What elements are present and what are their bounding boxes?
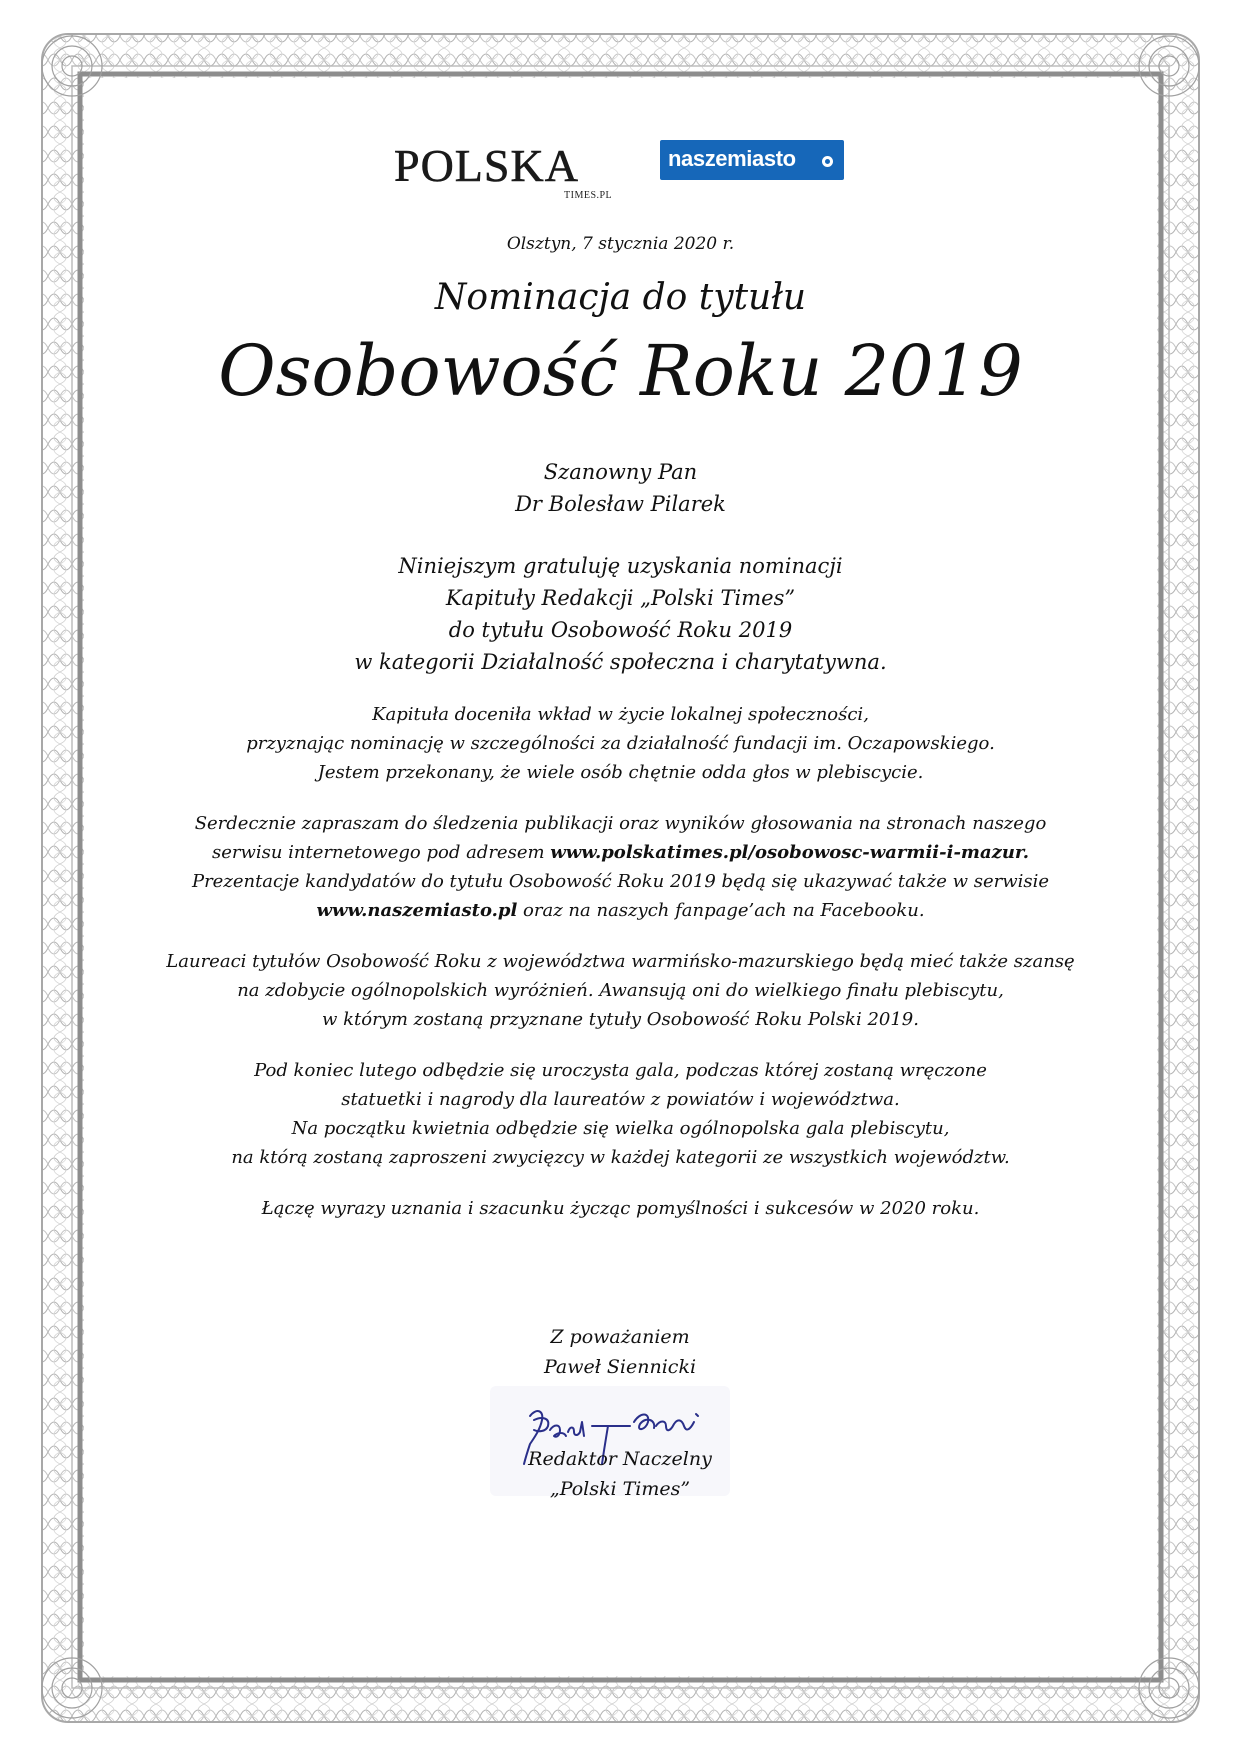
naszemiasto-logo-wordmark: naszemiasto [668,146,796,171]
paragraph-line: w kategorii Działalność społeczna i charytatywna. [354,650,887,674]
signer-role: Redaktor Naczelny [528,1448,712,1470]
letter-body [150,232,1091,1223]
paragraph-line: w którym zostaną przyznane tytuły Osobowość Roku Polski 2019. [322,1009,919,1030]
paragraph-line: Serdecznie zapraszam do śledzenia publikacji oraz wyników głosowania na stronach naszego [194,813,1047,834]
paragraph-gala [150,1056,1091,1172]
paragraph-laureates [150,947,1091,1034]
paragraph-line: na zdobycie ogólnopolskich wyróżnień. Awansują oni do wielkiego finału plebiscytu, [237,980,1004,1001]
paragraph-line [150,896,1091,925]
polskatimes-link[interactable]: www.polskatimes.pl/osobowosc-warmii-i-mazur. [550,842,1030,863]
naszemiasto-logo-dot-icon [822,156,833,167]
paragraph-line: Na początku kwietnia odbędzie się wielka ogólnopolska gala plebiscytu, [291,1118,950,1139]
paragraph-chapter [150,700,1091,787]
signer-name: Paweł Siennicki [543,1356,697,1378]
letter-date: Olsztyn, 7 stycznia 2020 r. [506,234,735,254]
paragraph-line: Jestem przekonany, że wiele osób chętnie odda głos w plebiscycie. [317,762,924,783]
paragraph-line: Laureaci tytułów Osobowość Roku z województwa warmińsko-mazurskiego będą mieć także szansę [166,951,1075,972]
paragraph-line: Prezentacje kandydatów do tytułu Osobowość Roku 2019 będą się ukazywać także w serwisie [191,871,1050,892]
paragraph-line: Pod koniec lutego odbędzie się uroczysta gala, podczas której zostaną wręczone [254,1060,987,1081]
paragraph-text: serwisu internetowego pod adresem [211,842,551,863]
signature-block [470,1322,770,1562]
letter-title: Osobowość Roku 2019 [218,330,1023,412]
letter-subtitle: Nominacja do tytułu [434,277,807,318]
paragraph-line: Kapituły Redakcji „Polski Times” [445,586,796,610]
paragraph-line: Kapituła doceniła wkład w życie lokalnej społeczności, [372,704,869,725]
paragraph-line: Niniejszym gratuluję uzyskania nominacji [398,554,843,578]
paragraph-line [150,838,1091,867]
paragraph-line: na którą zostaną zaproszeni zwycięzcy w każdej kategorii ze wszystkich województw. [231,1147,1010,1168]
salutation-line: Szanowny Pan [543,460,698,484]
paragraph-text: oraz na naszych fanpage’ach na Facebooku. [517,900,925,921]
paragraph-line: przyznając nominację w szczególności za działalność fundacji im. Oczapowskiego. [246,733,995,754]
naszemiasto-link[interactable]: www.naszemiasto.pl [316,900,518,921]
closing-phrase: Z poważaniem [550,1326,690,1348]
salutation [150,456,1091,520]
logo-row [0,138,1241,208]
paragraph-invitation [150,809,1091,925]
recipient-name: Dr Bolesław Pilarek [515,492,726,516]
polska-logo-wordmark: POLSKA [394,140,579,191]
paragraph-closing-wishes: Łączę wyrazy uznania i szacunku życząc pomyślności i sukcesów w 2020 roku. [261,1198,980,1219]
polska-logo-subtext: TIMES.PL [564,190,613,201]
signer-publication: „Polski Times” [549,1478,691,1500]
signer-title-block [470,1444,770,1504]
polska-times-logo [394,142,626,202]
paragraph-nomination [150,550,1091,678]
paragraph-line: statuetki i nagrody dla laureatów z powiatów i województwa. [341,1089,900,1110]
naszemiasto-logo [660,140,844,180]
paragraph-line: do tytułu Osobowość Roku 2019 [448,618,793,642]
